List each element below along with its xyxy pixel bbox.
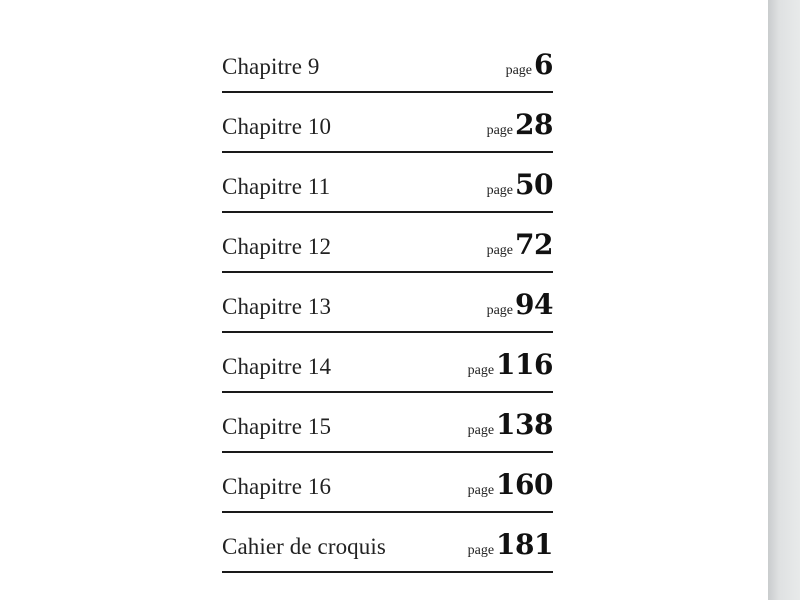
page-number: 138: [496, 408, 553, 441]
page-reference: [486, 288, 553, 321]
toc-entry-chapitre-12: [222, 213, 553, 273]
toc-entry-chapitre-10: [222, 93, 553, 153]
page-number: 50: [515, 168, 553, 201]
page-word: page: [467, 363, 495, 378]
page-reference: [505, 48, 553, 81]
toc-entry-chapitre-16: [222, 453, 553, 513]
page-word: page: [486, 183, 514, 198]
page-reference: [486, 228, 553, 261]
toc-entry-chapitre-11: [222, 153, 553, 213]
chapter-label: Chapitre 11: [222, 174, 331, 199]
page-reference: [486, 168, 553, 201]
toc-entry-cahier-de-croquis: [222, 513, 553, 573]
page-number: 116: [496, 348, 553, 381]
page-edge-shadow: [768, 0, 800, 600]
page-reference: [486, 108, 553, 141]
page-number: 181: [496, 528, 553, 561]
page-reference: [467, 468, 553, 501]
toc-entry-chapitre-14: [222, 333, 553, 393]
toc-entry-chapitre-15: [222, 393, 553, 453]
chapter-label: Chapitre 10: [222, 114, 332, 139]
toc-entry-chapitre-13: [222, 273, 553, 333]
chapter-label: Chapitre 9: [222, 54, 320, 79]
chapter-label: Chapitre 14: [222, 354, 332, 379]
page-reference: [467, 528, 553, 561]
page-number: 28: [515, 108, 553, 141]
page-number: 160: [496, 468, 553, 501]
chapter-label: Chapitre 15: [222, 414, 332, 439]
chapter-label: Chapitre 12: [222, 234, 332, 259]
toc-entry-chapitre-9: [222, 33, 553, 93]
chapter-label: Chapitre 16: [222, 474, 332, 499]
chapter-label: Chapitre 13: [222, 294, 332, 319]
page-number: 72: [515, 228, 553, 261]
chapter-label: Cahier de croquis: [222, 534, 386, 559]
page-word: page: [486, 123, 514, 138]
page-number: 6: [534, 48, 553, 81]
page-word: page: [486, 243, 514, 258]
table-of-contents: [222, 33, 553, 573]
page-word: page: [467, 423, 495, 438]
page-number: 94: [515, 288, 553, 321]
page-word: page: [467, 483, 495, 498]
page-word: page: [467, 543, 495, 558]
page-word: page: [505, 63, 533, 78]
page-word: page: [486, 303, 514, 318]
page-reference: [467, 408, 553, 441]
page-reference: [467, 348, 553, 381]
